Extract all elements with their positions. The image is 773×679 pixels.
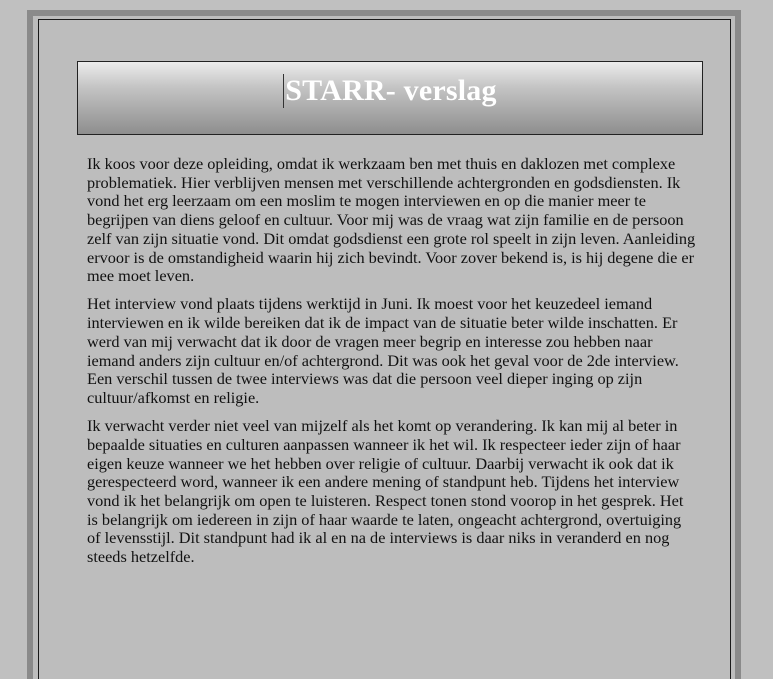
paragraph-1: Ik koos voor deze opleiding, omdat ik werkzaam ben met thuis en daklozen met complexe problematiek. Hier verblijven mensen met verschillende achtergronden en godsdiensten. Ik vond het erg leerzaam om een moslim te mogen interviewen en op die manier meer te begrijpen van diens geloof en cultuur. Voor mij was de vraag wat zijn familie en de persoon zelf van zijn situatie vond. Dit omdat godsdienst een grote rol speelt in zijn leven. Aanleiding ervoor is de omstandigheid waarin hij zich bevindt. Voor zover bekend is, is hij degene die er mee moet leven.	[87, 154, 696, 286]
paragraph-2: Het interview vond plaats tijdens werktijd in Juni. Ik moest voor het keuzedeel iemand interviewen en ik wilde bereiken dat ik de impact van de situatie beter wilde inschatten. Er werd van mij verwacht dat ik door de vragen meer begrip en interesse zou hebben naar iemand anders zijn cultuur en/of achtergrond. Dit was ook het geval voor de 2de interview. Een verschil tussen de twee interviews was dat die persoon veel dieper inging op zijn cultuur/afkomst en religie.	[87, 294, 679, 407]
document-title	[283, 74, 496, 110]
document-window	[27, 10, 741, 679]
document-body[interactable]	[87, 155, 697, 576]
paragraph-3: Ik verwacht verder niet veel van mijzelf als het komt op verandering. Ik kan mij al beter in bepaalde situaties en culturen aanpassen wanneer ik het wil. Ik respecteer ieder zijn of haar eigen keuze wanneer we het hebben over religie of cultuur. Daarbij verwacht ik ook dat ik gerespecteerd word, wanneer ik een andere mening of standpunt heb. Tijdens het interview vond ik het belangrijk om open te luisteren. Respect tonen stond voorop in het gesprek. Het is belangrijk om iedereen in zijn of haar waarde te laten, ongeacht achtergrond, overtuiging of levensstijl. Dit standpunt had ik al en na de interviews is daar niks in veranderd en nog steeds hetzelfde.	[87, 416, 684, 567]
document-page[interactable]	[38, 19, 731, 679]
title-box[interactable]	[77, 61, 703, 135]
text-cursor	[283, 74, 284, 108]
document-title-text: STARR- verslag	[285, 73, 497, 107]
